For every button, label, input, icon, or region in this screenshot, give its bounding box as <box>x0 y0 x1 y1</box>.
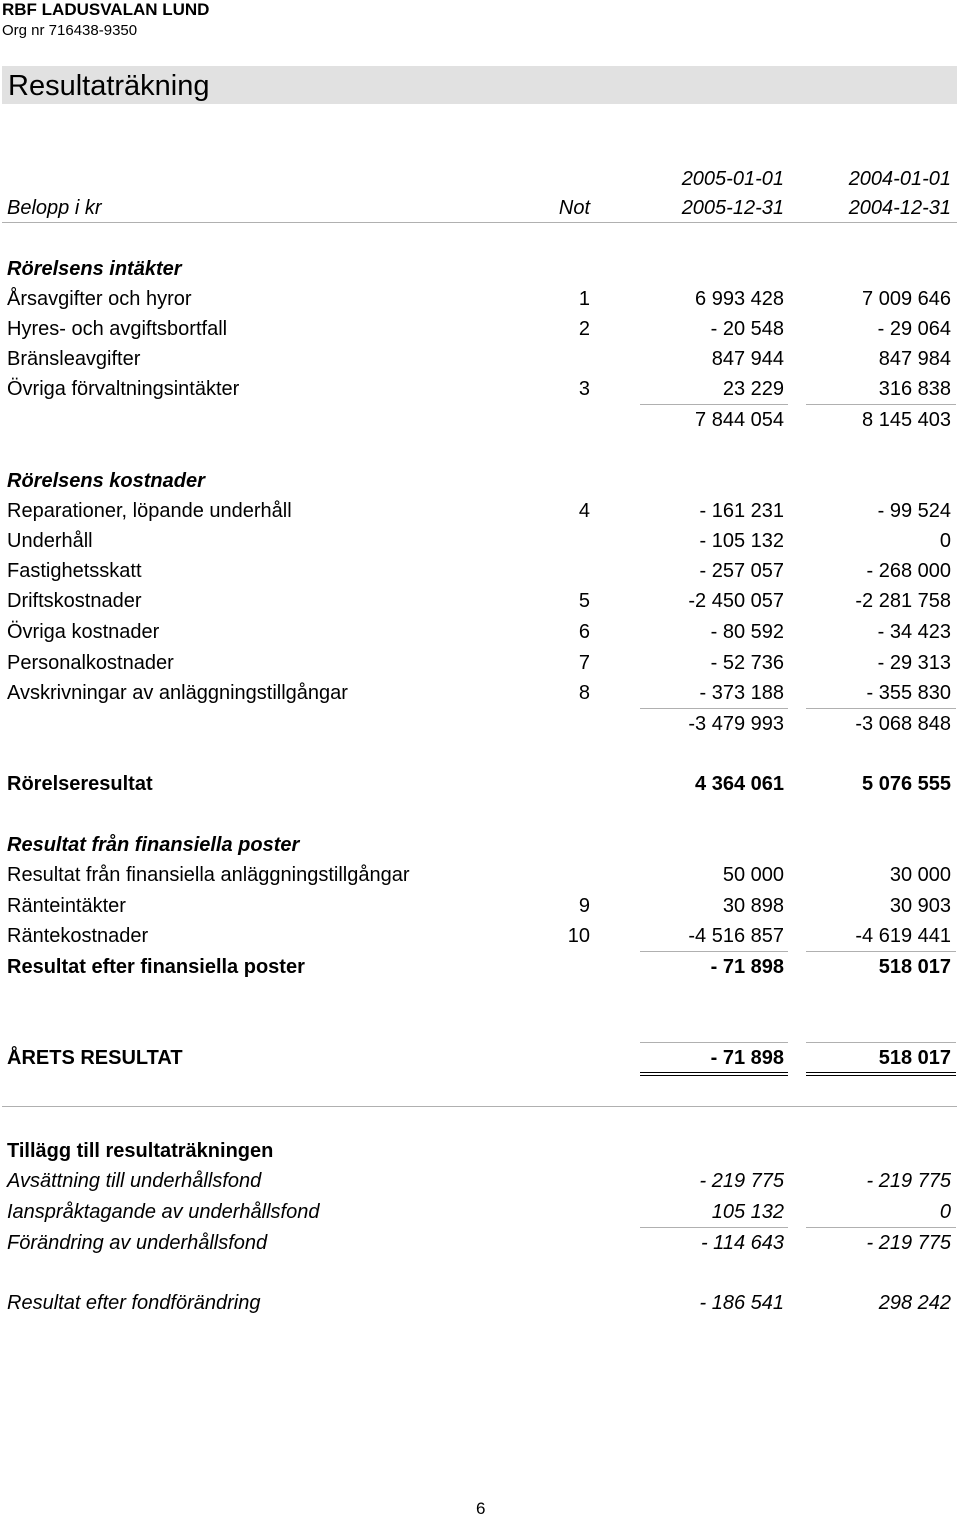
table-row <box>0 921 960 951</box>
row-value-2005: - 80 592 <box>710 621 784 643</box>
subtotal-row <box>0 405 960 435</box>
row-value-2004: - 34 423 <box>877 621 951 643</box>
note-header: Not <box>558 197 590 219</box>
section-heading <box>0 254 960 284</box>
row-label: Avskrivningar av anläggningstillgångar <box>7 682 348 704</box>
row-value-2004: - 355 830 <box>866 682 951 704</box>
section-heading <box>0 830 960 860</box>
row-value-2005: 4 364 061 <box>695 773 784 795</box>
row-label: Resultat efter fondförändring <box>7 1292 261 1314</box>
row-label: Ianspråktagande av underhållsfond <box>7 1201 320 1223</box>
row-value-2005: 50 000 <box>722 864 784 886</box>
row-label: Årsavgifter och hyror <box>7 288 192 310</box>
subtotal-row <box>0 709 960 739</box>
table-row <box>0 284 960 314</box>
row-note: 6 <box>578 621 590 643</box>
row-label: Rörelseresultat <box>7 773 153 795</box>
table-row <box>0 586 960 616</box>
row-value-2005: - 71 898 <box>710 956 784 978</box>
period1-to: 2005-12-31 <box>681 197 784 219</box>
row-value-2005: - 186 541 <box>699 1292 784 1314</box>
org-name: RBF LADUSVALAN LUND <box>2 0 210 19</box>
table-row <box>0 374 960 404</box>
row-label: ÅRETS RESULTAT <box>7 1047 183 1069</box>
operating-result-row <box>0 769 960 799</box>
row-value-2005: -4 516 857 <box>688 925 784 947</box>
row-label: Fastighetsskatt <box>7 560 142 582</box>
period2-to: 2004-12-31 <box>848 197 951 219</box>
row-label: Resultat från finansiella anläggningstillgångar <box>7 864 410 886</box>
table-row <box>0 1166 960 1196</box>
row-value-2004: - 219 775 <box>866 1232 951 1254</box>
header-divider <box>2 222 957 223</box>
table-row <box>0 556 960 586</box>
row-value-2005: - 71 898 <box>710 1047 784 1069</box>
row-value-2005: - 114 643 <box>700 1232 784 1254</box>
page-number: 6 <box>476 1499 486 1518</box>
row-label: Avsättning till underhållsfond <box>7 1170 262 1192</box>
org-number: Org nr 716438-9350 <box>2 22 138 39</box>
section-divider <box>2 1106 957 1107</box>
row-value-2004: - 99 524 <box>877 500 951 522</box>
double-underline <box>806 1072 956 1073</box>
period2-from: 2004-01-01 <box>848 168 951 190</box>
row-value-2005: - 52 736 <box>710 652 784 674</box>
table-row <box>0 1197 960 1227</box>
row-label: Övriga förvaltningsintäkter <box>7 378 240 400</box>
financial-heading: Resultat från finansiella poster <box>7 834 300 856</box>
table-row <box>0 648 960 678</box>
row-note: 3 <box>578 378 590 400</box>
row-label: Reparationer, löpande underhåll <box>7 500 292 522</box>
row-label: Personalkostnader <box>7 652 174 674</box>
row-value-2004: - 219 775 <box>866 1170 951 1192</box>
row-value-2005: - 20 548 <box>710 318 784 340</box>
row-value-2005: - 219 775 <box>699 1170 784 1192</box>
row-value-2004: 0 <box>939 530 951 552</box>
row-note: 2 <box>578 318 590 340</box>
row-value-2004: - 268 000 <box>866 560 951 582</box>
row-note: 4 <box>578 500 590 522</box>
table-row <box>0 344 960 374</box>
row-label: Hyres- och avgiftsbortfall <box>7 318 228 340</box>
income-total-2005: 7 844 054 <box>695 409 784 431</box>
row-label: Räntekostnader <box>7 925 149 947</box>
table-row <box>0 314 960 344</box>
costs-total-2005: -3 479 993 <box>688 713 784 735</box>
amount-label: Belopp i kr <box>7 197 102 219</box>
table-row <box>0 891 960 921</box>
year-result-row <box>0 1043 960 1073</box>
row-label: Förändring av underhållsfond <box>7 1232 268 1254</box>
row-value-2004: 316 838 <box>878 378 951 400</box>
row-value-2005: -2 450 057 <box>688 590 784 612</box>
title-bar <box>2 66 957 104</box>
appendix-heading: Tillägg till resultaträkningen <box>7 1140 274 1162</box>
row-value-2005: 847 944 <box>711 348 784 370</box>
row-note: 10 <box>567 925 590 947</box>
row-value-2005: - 105 132 <box>699 530 784 552</box>
row-value-2004: -4 619 441 <box>855 925 951 947</box>
row-note: 8 <box>578 682 590 704</box>
period1-from: 2005-01-01 <box>681 168 784 190</box>
row-label: Övriga kostnader <box>7 621 160 643</box>
double-underline <box>640 1072 788 1073</box>
row-value-2004: 847 984 <box>878 348 951 370</box>
row-label: Ränteintäkter <box>7 895 126 917</box>
table-row <box>0 678 960 708</box>
fund-result-row <box>0 1288 960 1318</box>
row-note: 1 <box>578 288 590 310</box>
row-value-2004: - 29 064 <box>877 318 951 340</box>
row-note: 5 <box>578 590 590 612</box>
costs-total-2004: -3 068 848 <box>855 713 951 735</box>
row-value-2004: - 29 313 <box>877 652 951 674</box>
row-value-2004: 5 076 555 <box>862 773 951 795</box>
section-heading <box>0 466 960 496</box>
double-underline <box>806 1075 956 1076</box>
row-value-2004: 30 000 <box>889 864 951 886</box>
period-from-row <box>0 164 960 194</box>
row-value-2005: - 161 231 <box>699 500 784 522</box>
table-row <box>0 496 960 526</box>
row-value-2005: - 373 188 <box>699 682 784 704</box>
financial-result-row <box>0 952 960 982</box>
row-label: Underhåll <box>7 530 93 552</box>
row-value-2004: 0 <box>939 1201 951 1223</box>
costs-heading: Rörelsens kostnader <box>7 470 205 492</box>
row-value-2004: -2 281 758 <box>855 590 951 612</box>
row-note: 9 <box>578 895 590 917</box>
table-row <box>0 1228 960 1258</box>
row-value-2004: 518 017 <box>878 1047 951 1069</box>
income-total-2004: 8 145 403 <box>862 409 951 431</box>
table-row <box>0 860 960 890</box>
row-label: Bränsleavgifter <box>7 348 141 370</box>
row-label: Driftskostnader <box>7 590 142 612</box>
income-heading: Rörelsens intäkter <box>7 258 182 280</box>
row-value-2005: 105 132 <box>711 1201 784 1223</box>
double-underline <box>640 1075 788 1076</box>
row-value-2004: 30 903 <box>889 895 951 917</box>
row-value-2005: 30 898 <box>722 895 784 917</box>
row-value-2004: 518 017 <box>878 956 951 978</box>
column-header-row <box>0 193 960 223</box>
row-value-2004: 298 242 <box>878 1292 951 1314</box>
row-value-2004: 7 009 646 <box>862 288 951 310</box>
page-title: Resultaträkning <box>8 70 210 102</box>
section-heading <box>0 1136 960 1166</box>
row-value-2005: - 257 057 <box>699 560 784 582</box>
table-row <box>0 617 960 647</box>
table-row <box>0 526 960 556</box>
row-label: Resultat efter finansiella poster <box>7 956 305 978</box>
row-value-2005: 6 993 428 <box>695 288 784 310</box>
row-note: 7 <box>578 652 590 674</box>
row-value-2005: 23 229 <box>722 378 784 400</box>
